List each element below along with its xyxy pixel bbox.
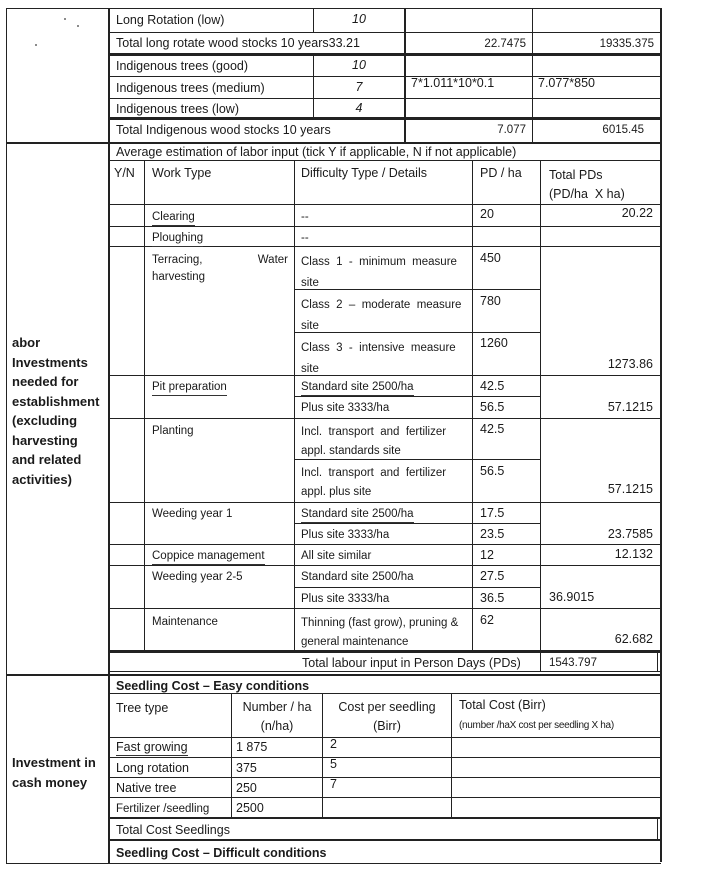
rule bbox=[110, 817, 660, 819]
rule bbox=[294, 587, 541, 588]
rule bbox=[6, 674, 661, 676]
indigenous-medium-label: Indigenous trees (medium) bbox=[116, 81, 265, 95]
indigenous-good-value: 10 bbox=[352, 58, 366, 72]
work-type-coppice: Coppice management bbox=[152, 549, 265, 565]
detail-clearing: -- bbox=[301, 211, 309, 223]
rule bbox=[110, 226, 660, 227]
detail-weeding1-standard: Standard site 2500/ha bbox=[301, 507, 414, 523]
rule bbox=[110, 608, 660, 609]
work-type-weeding-year2-5: Weeding year 2-5 bbox=[152, 571, 243, 583]
labor-table-title: Average estimation of labor input (tick Y if applicable, N if not applicable) bbox=[116, 145, 517, 159]
detail-terracing-class3: Class 3 - intensive measure site bbox=[301, 342, 459, 375]
rule bbox=[6, 8, 7, 864]
rule bbox=[108, 8, 110, 864]
pd-planting-standard: 42.5 bbox=[480, 422, 505, 436]
rule bbox=[110, 418, 660, 419]
pd-weeding1-plus: 23.5 bbox=[480, 527, 505, 541]
detail-planting-plus: Incl. transport and fertilizer appl. plus site bbox=[301, 467, 450, 498]
long-rotation-low-label: Long Rotation (low) bbox=[116, 13, 225, 27]
tree-type-fertilizer: Fertilizer /seedling bbox=[116, 803, 210, 815]
indigenous-medium-value: 7 bbox=[355, 80, 363, 94]
work-type-maintenance: Maintenance bbox=[152, 616, 218, 628]
col-difficulty-header: Difficulty Type / Details bbox=[301, 166, 427, 180]
number-native: 250 bbox=[236, 781, 257, 795]
cash-section-label: Investment in cash money bbox=[12, 755, 96, 790]
rule bbox=[110, 565, 660, 566]
labor-section-label: abor Investments needed for establishment (excluding harvesting and related activities) bbox=[12, 335, 100, 487]
rule bbox=[6, 8, 661, 9]
indigenous-medium-formula: 7*1.011*10*0.1 bbox=[411, 76, 495, 90]
detail-coppice: All site similar bbox=[301, 550, 372, 562]
rule bbox=[110, 544, 660, 545]
tree-type-fast-growing: Fast growing bbox=[116, 740, 188, 754]
rule bbox=[144, 160, 145, 652]
detail-weeding2-plus: Plus site 3333/ha bbox=[301, 593, 390, 605]
pd-weeding2-plus: 36.5 bbox=[480, 591, 505, 605]
pd-maintenance: 62 bbox=[480, 613, 494, 627]
rule bbox=[294, 396, 541, 397]
pd-planting-plus: 56.5 bbox=[480, 464, 505, 478]
total-labour-value: 1543.797 bbox=[549, 657, 597, 669]
work-type-pit-preparation: Pit preparation bbox=[152, 380, 227, 396]
rule bbox=[472, 160, 473, 652]
rule bbox=[110, 777, 660, 778]
number-fertilizer: 2500 bbox=[236, 801, 264, 815]
rule bbox=[451, 693, 452, 817]
number-fast-growing: 1 875 bbox=[236, 740, 268, 754]
rule bbox=[294, 523, 541, 524]
pd-pit-plus: 56.5 bbox=[480, 400, 505, 414]
pd-clearing: 20 bbox=[480, 207, 494, 221]
pd-coppice: 12 bbox=[480, 548, 494, 562]
col-yn-header: Y/N bbox=[114, 166, 135, 180]
detail-pit-standard: Standard site 2500/ha bbox=[301, 380, 414, 396]
rule bbox=[110, 839, 660, 841]
total-long-rotate-value: 19335.375 bbox=[599, 38, 654, 50]
total-clearing: 20.22 bbox=[621, 206, 653, 220]
rule bbox=[657, 652, 658, 672]
rule bbox=[540, 652, 541, 672]
work-type-clearing: Clearing bbox=[152, 210, 195, 226]
detail-ploughing: -- bbox=[301, 232, 309, 244]
rule bbox=[110, 55, 660, 56]
total-coppice: 12.132 bbox=[614, 547, 653, 561]
number-long-rotation: 375 bbox=[236, 761, 257, 775]
pd-terracing-class3: 1260 bbox=[480, 336, 508, 350]
rule bbox=[110, 119, 660, 120]
rule bbox=[110, 797, 660, 798]
detail-weeding1-plus: Plus site 3333/ha bbox=[301, 529, 390, 541]
rule bbox=[110, 671, 660, 672]
col-cost-seedling-header: Cost per seedling (Birr) bbox=[338, 700, 436, 733]
col-work-type-header: Work Type bbox=[152, 166, 212, 180]
easy-conditions-title: Seedling Cost – Easy conditions bbox=[116, 679, 310, 693]
detail-maintenance: Thinning (fast grow), pruning & general maintenance bbox=[301, 617, 462, 648]
pd-pit-standard: 42.5 bbox=[480, 379, 505, 393]
detail-terracing-class2: Class 2 – moderate measure site bbox=[301, 299, 465, 332]
pd-terracing-class2: 780 bbox=[480, 294, 501, 308]
rule bbox=[532, 8, 533, 142]
long-rotation-low-value: 10 bbox=[352, 12, 366, 26]
scan-speck bbox=[64, 18, 66, 20]
rule bbox=[110, 32, 660, 33]
rule bbox=[110, 204, 660, 205]
indigenous-low-value: 4 bbox=[355, 101, 363, 115]
tree-type-long-rotation: Long rotation bbox=[116, 761, 189, 775]
rule bbox=[110, 160, 660, 161]
work-type-planting: Planting bbox=[152, 425, 194, 437]
cost-fast-growing: 2 bbox=[330, 737, 337, 751]
detail-weeding2-standard: Standard site 2500/ha bbox=[301, 571, 414, 583]
pd-terracing-class1: 450 bbox=[480, 251, 501, 265]
total-weeding-year2-5: 36.9015 bbox=[549, 590, 595, 604]
total-indigenous-value: 6015.45 bbox=[602, 124, 644, 136]
rule bbox=[540, 160, 541, 652]
scan-speck bbox=[35, 44, 37, 46]
total-long-rotate-pd: 22.7475 bbox=[484, 38, 526, 50]
col-pd-ha-header: PD / ha bbox=[480, 166, 522, 180]
col-total-cost-subheader: (number /haX cost per seedling X ha) bbox=[459, 720, 614, 731]
rule bbox=[404, 8, 406, 142]
rule bbox=[657, 819, 658, 839]
difficult-conditions-title: Seedling Cost – Difficult conditions bbox=[116, 846, 327, 860]
work-type-weeding-year1: Weeding year 1 bbox=[152, 508, 233, 520]
work-type-terracing: Terracing, Water harvesting bbox=[152, 254, 292, 283]
rule bbox=[6, 863, 661, 864]
col-tree-type-header: Tree type bbox=[116, 701, 169, 715]
indigenous-low-label: Indigenous trees (low) bbox=[116, 102, 239, 116]
scan-speck bbox=[77, 25, 79, 27]
cost-long-rotation: 5 bbox=[330, 757, 337, 771]
total-maintenance: 62.682 bbox=[614, 632, 653, 646]
cost-native: 7 bbox=[330, 777, 337, 791]
total-labour-label: Total labour input in Person Days (PDs) bbox=[302, 656, 521, 670]
col-total-pds-header: Total PDs (PD/ha X ha) bbox=[549, 168, 625, 201]
total-pit-preparation: 57.1215 bbox=[607, 400, 653, 414]
work-type-ploughing: Ploughing bbox=[152, 231, 203, 247]
rule bbox=[110, 652, 660, 653]
tree-type-native: Native tree bbox=[116, 781, 177, 795]
rule bbox=[110, 502, 660, 503]
detail-planting-standard: Incl. transport and fertilizer appl. standards site bbox=[301, 426, 450, 457]
total-long-rotate-label: Total long rotate wood stocks 10 years33.21 bbox=[116, 36, 360, 50]
indigenous-good-label: Indigenous trees (good) bbox=[116, 59, 249, 73]
pd-weeding2-standard: 27.5 bbox=[480, 569, 505, 583]
total-weeding-year1: 23.7585 bbox=[607, 527, 653, 541]
col-total-cost-header: Total Cost (Birr) bbox=[459, 698, 546, 712]
rule bbox=[110, 98, 660, 99]
rule bbox=[110, 737, 660, 738]
total-terracing: 1273.86 bbox=[607, 357, 653, 371]
rule bbox=[660, 8, 662, 862]
total-cost-seedlings-label: Total Cost Seedlings bbox=[116, 823, 230, 837]
detail-terracing-class1: Class 1 - minimum measure site bbox=[301, 256, 461, 289]
pd-weeding1-standard: 17.5 bbox=[480, 506, 505, 520]
rule bbox=[6, 142, 661, 144]
detail-pit-plus: Plus site 3333/ha bbox=[301, 402, 390, 414]
indigenous-medium-total-formula: 7.077*850 bbox=[538, 76, 596, 90]
total-planting: 57.1215 bbox=[607, 482, 653, 496]
col-number-ha-header: Number / ha (n/ha) bbox=[242, 700, 312, 733]
rule bbox=[110, 757, 660, 758]
total-indigenous-pd: 7.077 bbox=[497, 124, 526, 136]
total-indigenous-label: Total Indigenous wood stocks 10 years bbox=[116, 123, 331, 137]
rule bbox=[294, 160, 295, 652]
